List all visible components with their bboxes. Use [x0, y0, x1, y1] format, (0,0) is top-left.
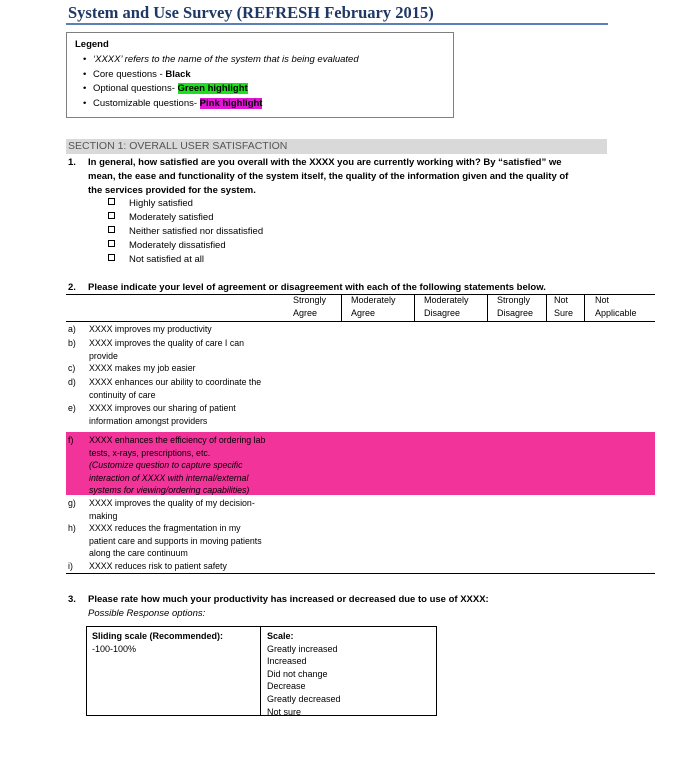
statement-text: XXXX enhances the efficiency of ordering lab [89, 435, 266, 445]
table-divider [260, 627, 261, 715]
statement-letter: b) [68, 338, 76, 348]
sliding-scale-range: -100-100% [92, 643, 137, 654]
q1-options [108, 197, 263, 267]
statement-text: XXXX improves my productivity [89, 324, 212, 334]
statement-letter: h) [68, 523, 76, 533]
column-divider [546, 294, 547, 322]
question-line: Please rate how much your productivity has increased or decreased due to use of XXXX: [88, 594, 489, 605]
scale-cell [267, 630, 341, 718]
statement-letter: d) [68, 377, 76, 387]
legend-item [83, 82, 359, 97]
page-title: System and Use Survey (REFRESH February 2015) [68, 3, 434, 22]
question-text [88, 593, 489, 621]
scale-option: Not sure [267, 706, 302, 717]
question-line: mean, the ease and functionality of the system itself, the quality of the information given and the quality of [88, 171, 569, 182]
statement-text: XXXX reduces the fragmentation in my [89, 523, 241, 533]
statement-text: patient care and supports in moving patients [89, 535, 262, 546]
checkbox-icon[interactable] [108, 226, 115, 233]
column-label: Disagree [424, 308, 461, 318]
legend-text: Customizable questions- [93, 97, 200, 109]
column-label: Applicable [595, 308, 637, 318]
question-line: In general, how satisfied are you overall with the XXXX you are currently working with? By “satisfied” we [88, 157, 562, 168]
scale-option: Greatly increased [267, 643, 338, 654]
column-label: Disagree [497, 308, 534, 318]
column-label: Not [554, 295, 569, 305]
question-number: 3. [68, 594, 76, 605]
scale-option: Increased [267, 656, 307, 667]
legend-item [83, 53, 359, 68]
question-text [88, 156, 568, 198]
checkbox-icon[interactable] [108, 254, 115, 261]
legend-highlight-green: Green highlight [177, 83, 248, 94]
column-moderately-disagree [424, 294, 469, 320]
statement-text: along the care continuum [89, 548, 188, 559]
sliding-scale-title: Sliding scale (Recommended): [92, 631, 224, 641]
question-subtitle: Possible Response options: [88, 608, 206, 619]
option-not-satisfied[interactable] [108, 253, 263, 267]
column-not-sure [554, 294, 573, 320]
column-label: Agree [293, 308, 318, 318]
option-highly-satisfied[interactable] [108, 197, 263, 211]
statement-text: XXXX improves our sharing of patient [89, 403, 236, 413]
question-number: 1. [68, 157, 76, 168]
question-number: 2. [68, 282, 76, 293]
legend-box [66, 32, 454, 118]
column-label: Agree [351, 308, 376, 318]
statement-text: XXXX reduces risk to patient safety [89, 561, 227, 571]
response-options-table [86, 626, 437, 716]
legend-text: ‘XXXX’ refers to the name of the system that is being evaluated [93, 54, 359, 65]
legend-item [83, 68, 359, 83]
option-label: Highly satisfied [129, 198, 193, 209]
column-label: Strongly [293, 295, 327, 305]
legend-highlight-pink: Pink highlight [199, 97, 263, 109]
bullet-icon: • [83, 54, 87, 65]
statement-letter: f) [68, 435, 74, 445]
statement-text: information amongst providers [89, 415, 208, 426]
legend-item [83, 97, 359, 112]
statement-letter: g) [68, 498, 76, 508]
statement-text: XXXX enhances our ability to coordinate the [89, 377, 262, 387]
checkbox-icon[interactable] [108, 212, 115, 219]
customize-note: systems for viewing/ordering capabilities) [89, 485, 250, 496]
scale-title: Scale: [267, 631, 294, 641]
statement-text: tests, x-rays, prescriptions, etc. [89, 447, 211, 458]
legend-title: Legend [75, 39, 109, 50]
statement-letter: a) [68, 324, 76, 334]
statement-letter: i) [68, 561, 73, 571]
column-label: Not [595, 295, 610, 305]
table-bottom-rule [66, 573, 655, 574]
legend-text: Optional questions- [93, 83, 178, 94]
scale-option: Greatly decreased [267, 693, 341, 704]
option-moderately-dissatisfied[interactable] [108, 239, 263, 253]
column-divider [584, 294, 585, 322]
column-moderately-agree [351, 294, 396, 320]
column-not-applicable [595, 294, 637, 320]
statement-text: XXXX improves the quality of my decision- [89, 498, 255, 508]
column-divider [341, 294, 342, 322]
bullet-icon: • [83, 68, 87, 80]
customize-note: (Customize question to capture specific [89, 460, 243, 471]
statement-letter: e) [68, 403, 76, 413]
option-label: Neither satisfied nor dissatisfied [129, 226, 264, 237]
question-text: Please indicate your level of agreement or disagreement with each of the following statements below. [88, 282, 546, 293]
customize-note: interaction of XXXX with internal/external [89, 472, 249, 483]
legend-text: Core questions - [93, 68, 166, 80]
column-label: Strongly [497, 295, 531, 305]
legend-list [83, 53, 359, 111]
column-divider [414, 294, 415, 322]
scale-option: Decrease [267, 681, 306, 692]
option-moderately-satisfied[interactable] [108, 211, 263, 225]
statement-text: XXXX makes my job easier [89, 363, 196, 373]
title-underline [66, 23, 608, 25]
checkbox-icon[interactable] [108, 240, 115, 247]
table-header-rule [66, 321, 655, 322]
bullet-icon: • [83, 83, 87, 94]
sliding-scale-cell [92, 630, 223, 655]
checkbox-icon[interactable] [108, 198, 115, 205]
statement-text: continuity of care [89, 389, 156, 400]
legend-highlight-black: Black [165, 68, 191, 80]
option-neutral[interactable] [108, 225, 263, 239]
statement-letter: c) [68, 363, 76, 373]
column-label: Moderately [351, 295, 396, 305]
statement-text: provide [89, 350, 118, 361]
statement-text: XXXX improves the quality of care I can [89, 338, 244, 348]
bullet-icon: • [83, 97, 87, 109]
scale-option: Did not change [267, 668, 328, 679]
section-header: SECTION 1: OVERALL USER SATISFACTION [66, 139, 607, 154]
option-label: Not satisfied at all [129, 254, 204, 265]
column-label: Moderately [424, 295, 469, 305]
column-divider [487, 294, 488, 322]
statement-text: making [89, 510, 118, 521]
option-label: Moderately satisfied [129, 212, 214, 223]
column-strongly-agree [293, 294, 326, 320]
option-label: Moderately dissatisfied [129, 240, 226, 251]
column-strongly-disagree [497, 294, 533, 320]
column-label: Sure [554, 308, 574, 318]
question-line: the services provided for the system. [88, 185, 256, 196]
